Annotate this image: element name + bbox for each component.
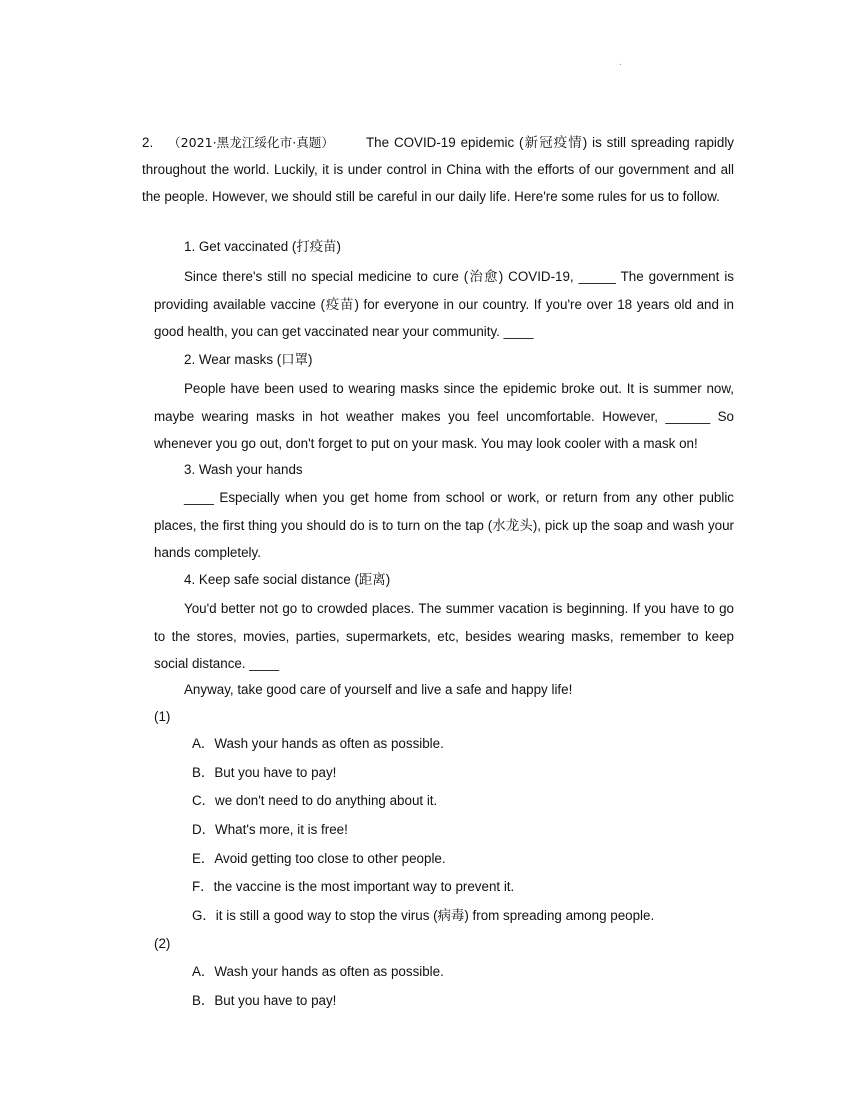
section-heading-4: 4. Keep safe social distance (距离) bbox=[184, 572, 391, 587]
section-body-1: Since there's still no special medicine to cure (治愈) COVID-19, _____ The government is providing available vaccine (疫苗) for everyone in our country. If you're over 18 years old and in good health, you can get vaccinated near your community. ____ bbox=[154, 269, 734, 339]
option-1-e[interactable]: E．Avoid getting too close to other people. bbox=[192, 851, 446, 866]
section-heading-1: 1. Get vaccinated (打疫苗) bbox=[184, 239, 342, 254]
option-1-b[interactable]: B．But you have to pay! bbox=[192, 765, 337, 780]
sub-question-label-1: (1) bbox=[154, 709, 171, 724]
question-number: 2. bbox=[142, 135, 154, 150]
option-2-a[interactable]: A．Wash your hands as often as possible. bbox=[192, 964, 444, 979]
closing-text: Anyway, take good care of yourself and live a safe and happy life! bbox=[184, 682, 573, 697]
section-body-3: ____ Especially when you get home from school or work, or return from any other public places, the first thing you should do is to turn on the tap (水龙头), pick up the soap and wash your hands completely. bbox=[154, 490, 734, 560]
option-1-d[interactable]: D．What's more, it is free! bbox=[192, 822, 348, 837]
section-heading-2: 2. Wear masks (口罩) bbox=[184, 352, 313, 367]
section-heading-3: 3. Wash your hands bbox=[184, 462, 303, 477]
section-body-2: People have been used to wearing masks since the epidemic broke out. It is summer now, maybe wearing masks in hot weather makes you feel uncomfortable. However, ______ So whenever you go out, don't forget to put on your mask. You may look cooler with a mask on! bbox=[154, 381, 734, 451]
section-body-4: You'd better not go to crowded places. The summer vacation is beginning. If you have to go to the stores, movies, parties, supermarkets, etc, besides wearing masks, remember to keep social distance. ____ bbox=[154, 601, 734, 671]
option-1-c[interactable]: C．we don't need to do anything about it. bbox=[192, 793, 438, 808]
question-intro bbox=[142, 129, 734, 210]
option-1-a[interactable]: A．Wash your hands as often as possible. bbox=[192, 736, 444, 751]
option-1-g[interactable]: G．it is still a good way to stop the virus (病毒) from spreading among people. bbox=[192, 908, 655, 923]
sub-question-label-2: (2) bbox=[154, 936, 171, 951]
option-1-f[interactable]: F．the vaccine is the most important way to prevent it. bbox=[192, 879, 515, 894]
page-mark: . bbox=[619, 57, 622, 68]
option-2-b[interactable]: B．But you have to pay! bbox=[192, 993, 337, 1008]
question-source: （2021·黑龙江绥化市·真题） bbox=[168, 135, 334, 150]
intro-text: The COVID-19 epidemic (新冠疫情) is still spreading rapidly throughout the world. Luckily, it is under control in China with the efforts of our government and all the people. However, we should still be careful in our daily life. Here're some rules for us to follow. bbox=[142, 135, 734, 204]
